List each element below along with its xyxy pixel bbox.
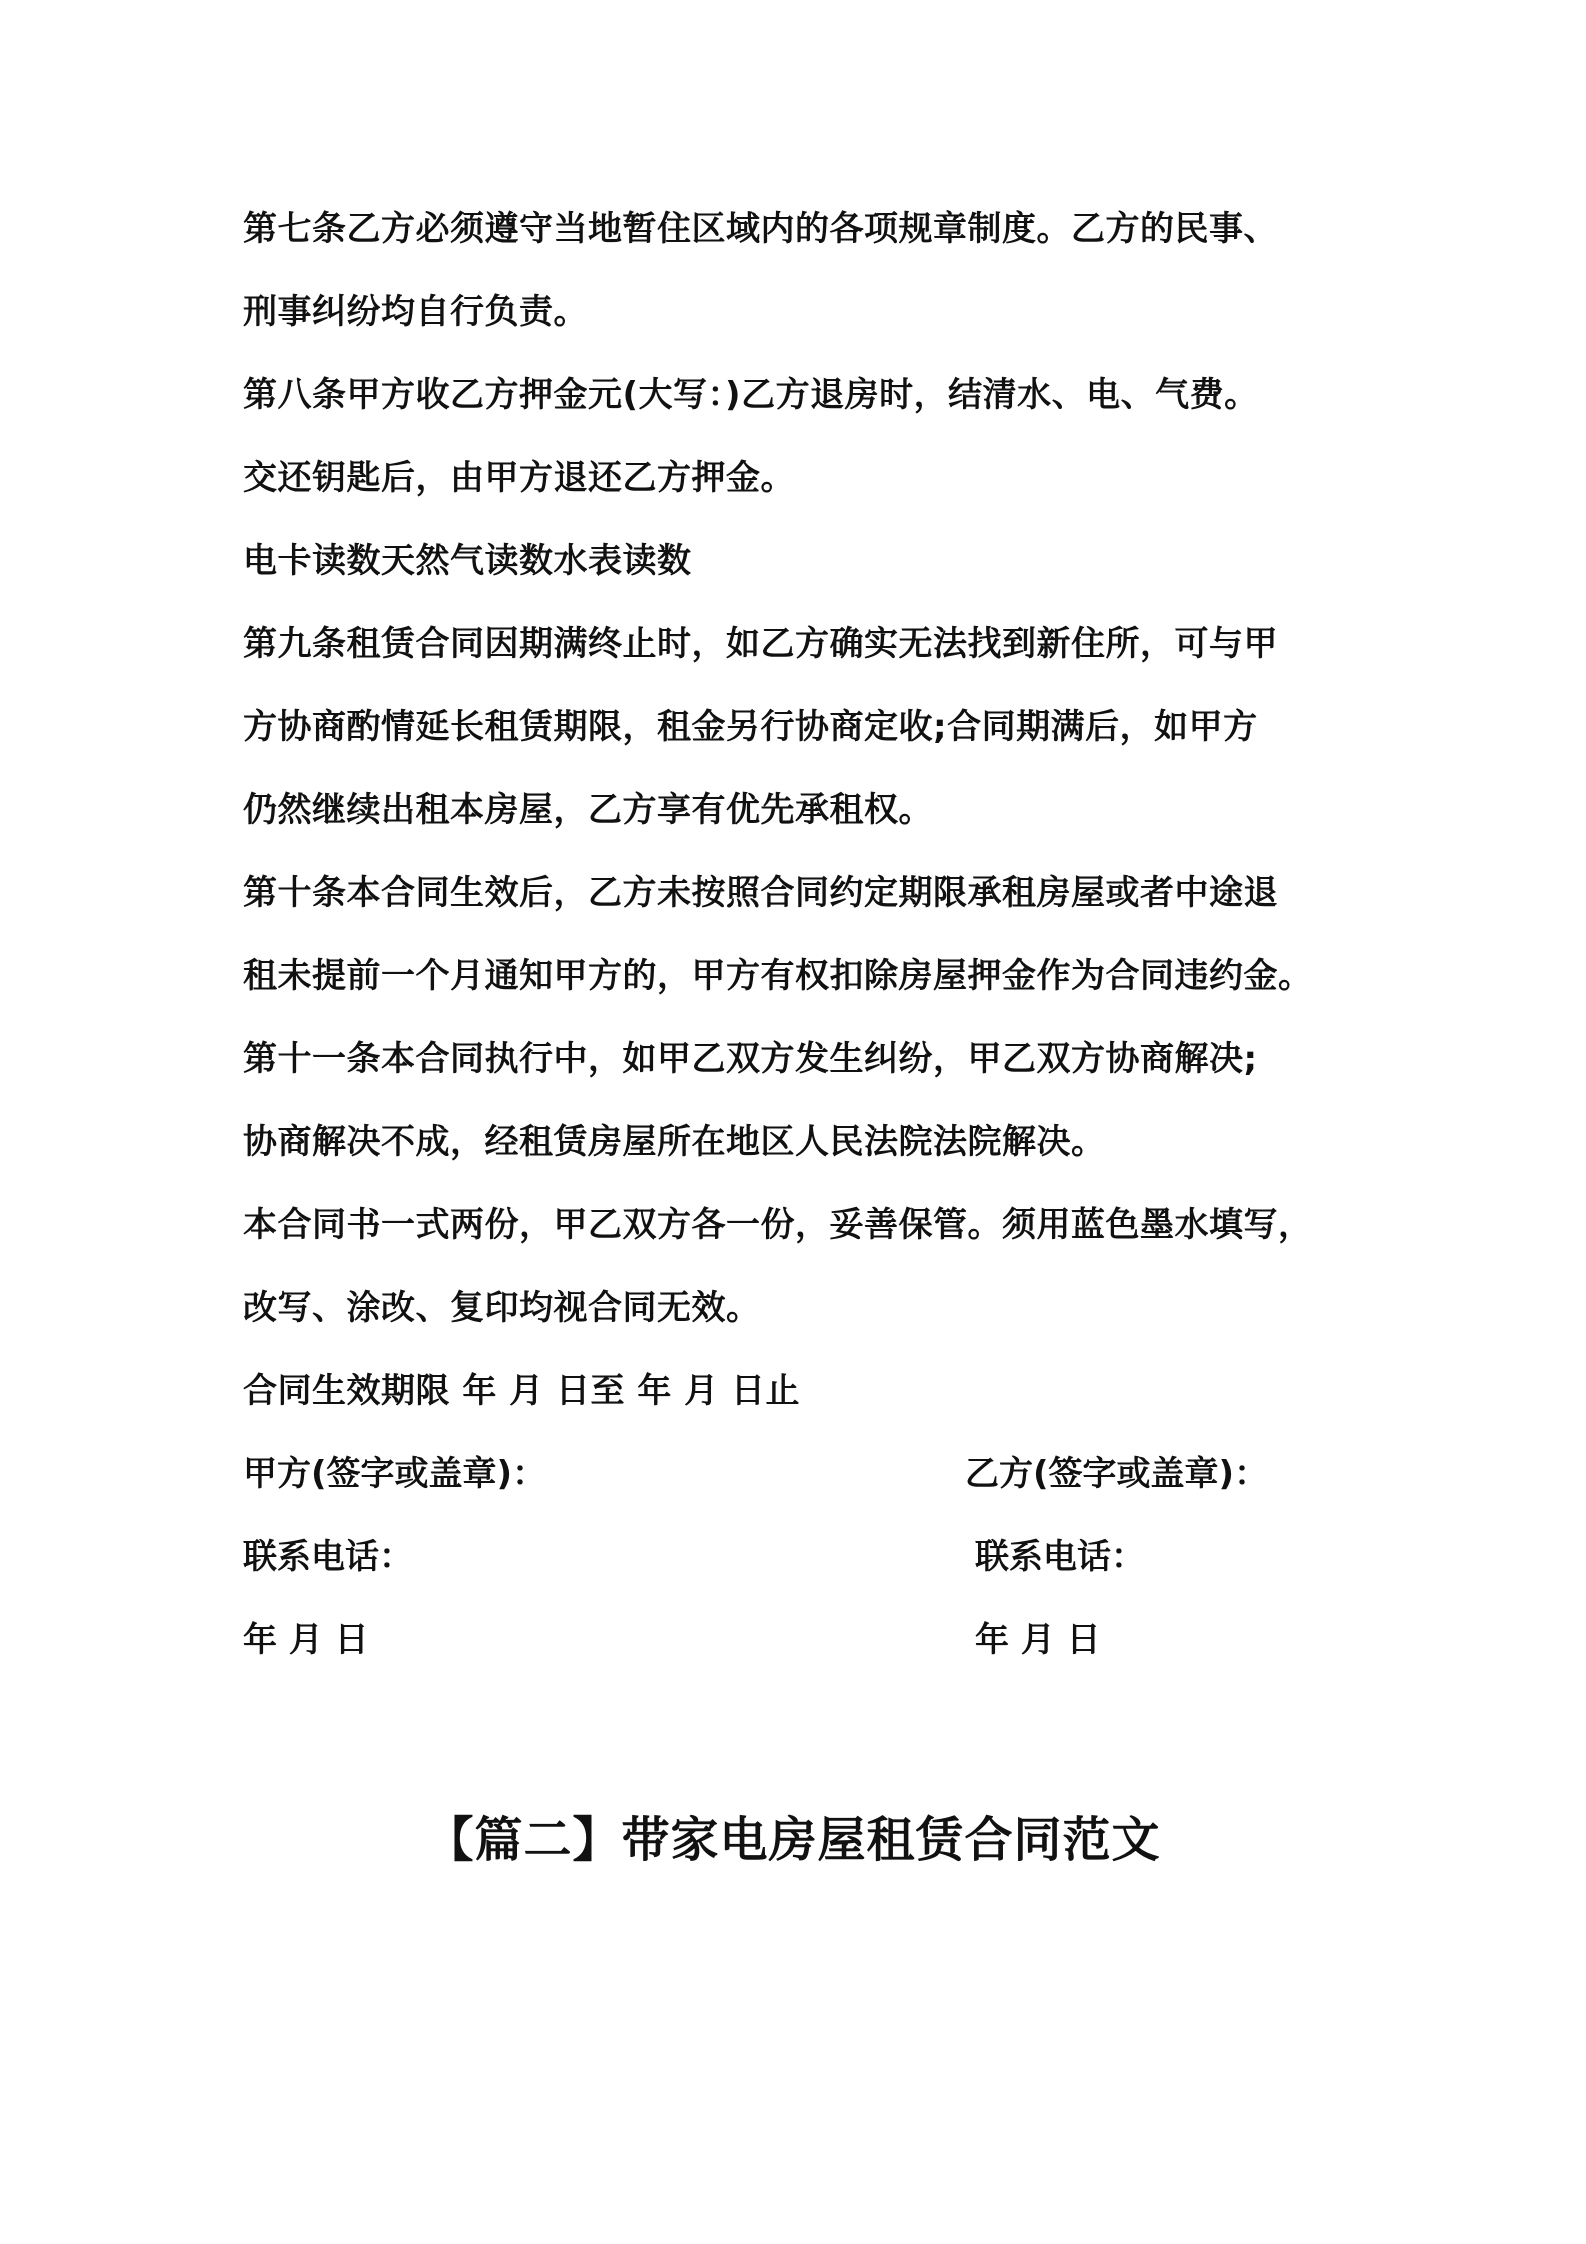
party-a-phone-label: 联系电话： [243,1537,413,1577]
paragraph-line-3: 第八条甲方收乙方押金元(大写：)乙方退房时，结清水、电、气费。 [243,375,1259,415]
paragraph-line-5: 电卡读数天然气读数水表读数 [243,541,692,581]
contract-validity-line: 合同生效期限 年 月 日至 年 月 日止 [243,1371,801,1411]
paragraph-line-10: 租未提前一个月通知甲方的，甲方有权扣除房屋押金作为合同违约金。 [243,956,1313,996]
paragraph-line-2: 刑事纠纷均自行负责。 [243,292,588,332]
party-b-signature-label: 乙方(签字或盖章)： [965,1454,1269,1494]
paragraph-line-11: 第十一条本合同执行中，如甲乙双方发生纠纷，甲乙双方协商解决; [243,1039,1258,1079]
paragraph-line-6: 第九条租赁合同因期满终止时，如乙方确实无法找到新住所，可与甲 [243,624,1278,664]
paragraph-line-7: 方协商酌情延长租赁期限，租金另行协商定收;合同期满后，如甲方 [243,707,1258,747]
paragraph-line-8: 仍然继续出租本房屋，乙方享有优先承租权。 [243,790,933,830]
paragraph-line-1: 第七条乙方必须遵守当地暂住区域内的各项规章制度。乙方的民事、 [243,209,1278,249]
paragraph-line-4: 交还钥匙后，由甲方退还乙方押金。 [243,458,795,498]
party-a-date-label: 年 月 日 [243,1620,369,1660]
paragraph-line-14: 改写、涂改、复印均视合同无效。 [243,1288,761,1328]
paragraph-line-12: 协商解决不成，经租赁房屋所在地区人民法院法院解决。 [243,1122,1106,1162]
section-title: 【篇二】带家电房屋租赁合同范文 [425,1812,1161,1868]
party-b-phone-label: 联系电话： [975,1537,1145,1577]
party-a-signature-label: 甲方(签字或盖章)： [243,1454,547,1494]
paragraph-line-13: 本合同书一式两份，甲乙双方各一份，妥善保管。须用蓝色墨水填写， [243,1205,1313,1245]
paragraph-line-9: 第十条本合同生效后，乙方未按照合同约定期限承租房屋或者中途退 [243,873,1278,913]
party-b-date-label: 年 月 日 [975,1620,1101,1660]
